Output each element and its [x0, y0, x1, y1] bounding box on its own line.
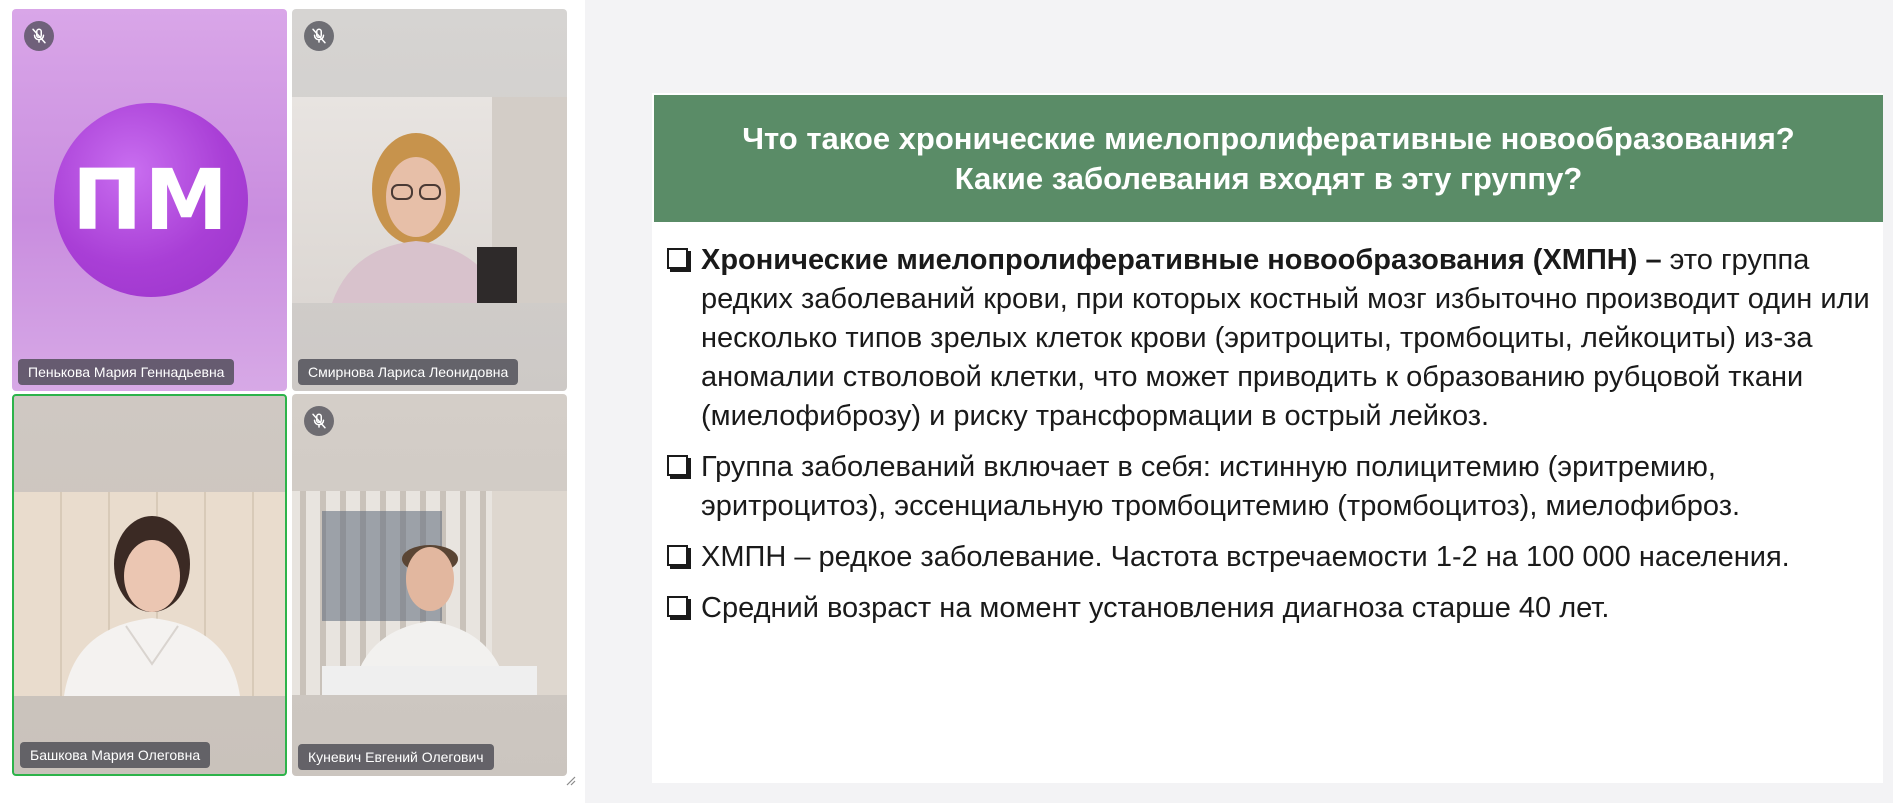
- participant-tile[interactable]: [292, 9, 567, 391]
- slide-bullet: [667, 589, 1872, 628]
- participant-grid: [12, 9, 573, 777]
- bullet-text: ХМПН – редкое заболевание. Частота встречаемости 1-2 на 100 000 населения.: [701, 541, 1790, 573]
- participant-name: Смирнова Лариса Леонидовна: [298, 359, 518, 385]
- bullet-text: это группа редких заболеваний крови, при которых костный мозг избыточно производит один или несколько типов зрелых клеток крови (эритроциты, тромбоциты, лейкоциты) из-за аномалии стволовой клетки, что может приводить к образованию рубцовой ткани (миелофиброзу) и риску трансформации в острый лейкоз.: [701, 244, 1870, 432]
- video-panel: [0, 0, 585, 803]
- checkbox-bullet-icon: [667, 455, 688, 476]
- bullet-text: Группа заболеваний включает в себя: истинную полицитемию (эритремию, эритроцитоз), эссенциальную тромбоцитемию (тромбоцитоз), миелофиброз.: [701, 451, 1741, 522]
- video-feed: [292, 97, 567, 303]
- presentation-slide: [652, 93, 1883, 783]
- microphone-off-icon: [24, 21, 54, 51]
- participant-name: Башкова Мария Олеговна: [20, 742, 210, 768]
- avatar: ПМ: [54, 103, 248, 297]
- slide-body: [667, 241, 1872, 640]
- resize-grip-icon[interactable]: [564, 773, 576, 785]
- participant-tile[interactable]: [12, 394, 287, 776]
- video-feed: [14, 492, 285, 696]
- microphone-off-icon: [304, 406, 334, 436]
- participant-name: Пенькова Мария Геннадьевна: [18, 359, 234, 385]
- bullet-text: Средний возраст на момент установления диагноза старше 40 лет.: [701, 592, 1610, 624]
- slide-bullet: [667, 538, 1872, 577]
- bullet-bold-text: Хронические миелопролиферативные новообразования (ХМПН) –: [701, 244, 1662, 276]
- slide-bullet: [667, 448, 1872, 526]
- participant-tile[interactable]: [292, 394, 567, 776]
- slide-title-line: Какие заболевания входят в эту группу?: [954, 160, 1583, 196]
- video-feed: [292, 491, 567, 695]
- participant-name: Куневич Евгений Олегович: [298, 744, 494, 770]
- checkbox-bullet-icon: [667, 248, 688, 269]
- checkbox-bullet-icon: [667, 545, 688, 566]
- participant-tile[interactable]: [12, 9, 287, 391]
- slide-bullet: [667, 241, 1872, 436]
- checkbox-bullet-icon: [667, 596, 688, 617]
- slide-title: [654, 95, 1883, 222]
- panel-footer: [0, 783, 460, 803]
- slide-title-line: Что такое хронические миелопролиферативные новообразования?: [742, 120, 1795, 156]
- microphone-off-icon: [304, 21, 334, 51]
